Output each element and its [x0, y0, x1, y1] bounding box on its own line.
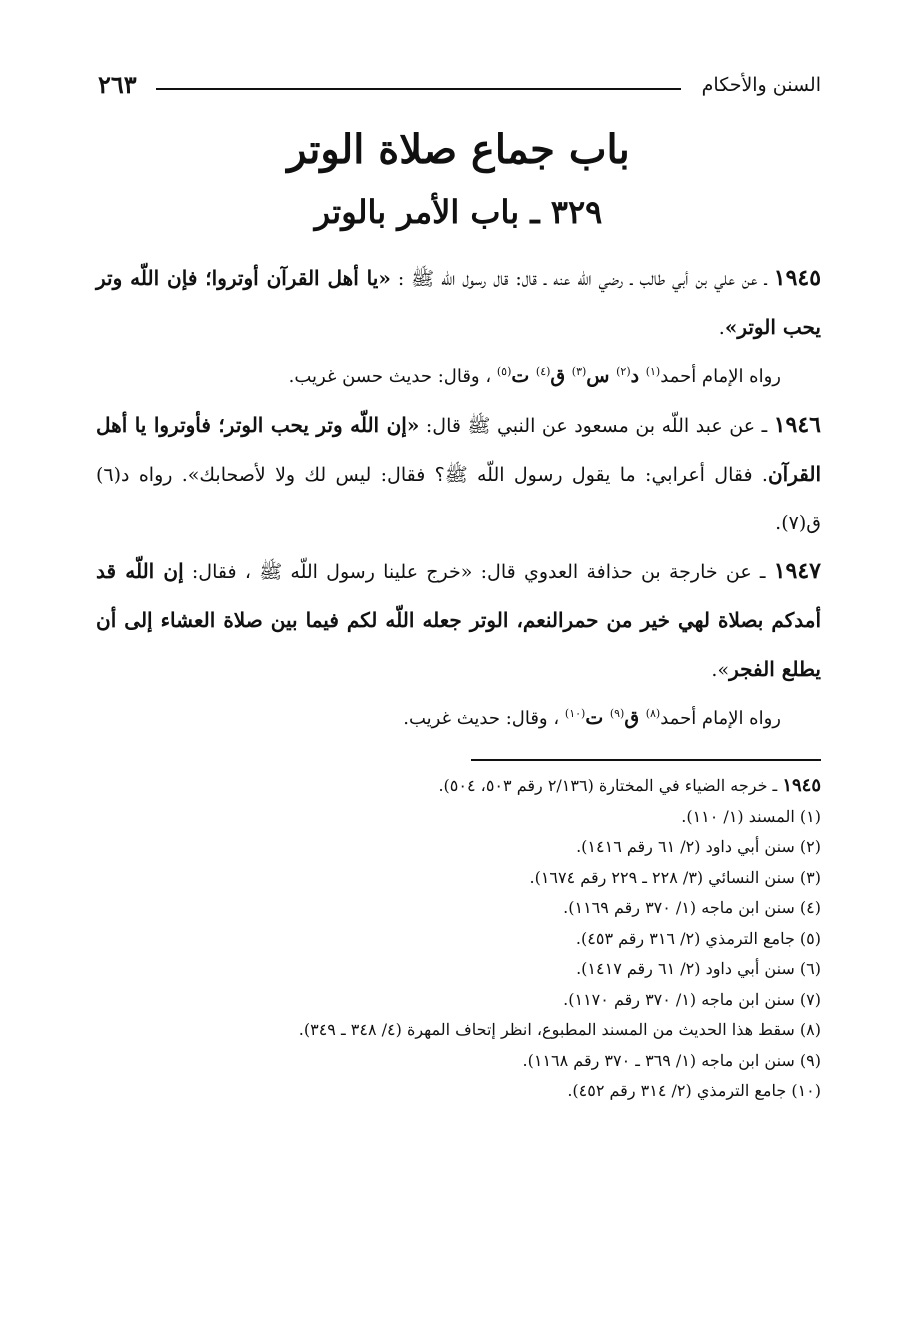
rawah-text: رواه الإمام أحمد [660, 366, 781, 387]
footnote-item [96, 924, 821, 955]
source-symbol: ق [624, 707, 646, 729]
hadith-1945-narration [96, 352, 821, 401]
footnote-ref: (٤) [535, 365, 551, 378]
footnote-ref: (١٠) [564, 707, 586, 720]
chapter-title: ٣٢٩ ـ باب الأمر بالوتر [314, 193, 603, 231]
footnote-ref: (٥) [496, 365, 512, 378]
hadith-1947 [96, 547, 821, 694]
footnote-text: (٧) سنن ابن ماجه (١/ ٣٧٠ رقم ١١٧٠). [563, 989, 821, 1009]
footnote-text: (٩) سنن ابن ماجه (١/ ٣٦٩ ـ ٣٧٠ رقم ١١٦٨). [522, 1050, 821, 1070]
footnote-item [96, 893, 821, 924]
book-title: باب جماع صلاة الوتر [287, 126, 630, 173]
footnote-item [96, 1076, 821, 1107]
footnote-item [96, 954, 821, 985]
source-symbol: ت [511, 365, 536, 387]
footnote-ref: (١) [645, 365, 661, 378]
footnote-item [96, 832, 821, 863]
footnotes [96, 771, 821, 1107]
hadith-text: ـ عن عبد اللّه بن مسعود عن النبي ﷺ قال: [419, 415, 768, 437]
source-symbol: ت [585, 707, 610, 729]
running-title: السنن والأحكام [701, 74, 821, 96]
hadith-text: ـ عن خارجة بن حذافة العدوي قال: «خرج علينا رسول اللّه ﷺ ، فقال: [183, 561, 766, 583]
hadith-number: ١٩٤٧ [773, 558, 821, 584]
footnote-item [96, 771, 821, 802]
footnote-separator [471, 759, 821, 761]
footnote-text: (٤) سنن ابن ماجه (١/ ٣٧٠ رقم ١١٦٩). [563, 898, 821, 917]
footnote-ref: (٢) [616, 365, 631, 378]
hadith-1947-narration [96, 694, 821, 743]
page-header [96, 70, 821, 110]
hadith-quote: إن اللّه قد أمدكم بصلاة لهي خير من حمرالنعم، الوتر جعله اللّه لكم فيما بين صلاة العشاء إلى أن يطلع الفجر [96, 559, 821, 681]
hadith-text-end: ». [711, 659, 730, 681]
hadith-1945 [96, 254, 821, 352]
footnote-item [96, 1046, 821, 1077]
page-number: ٢٦٣ [98, 70, 137, 99]
rawah-text: رواه الإمام أحمد [660, 708, 781, 729]
hadith-quote: «يا أهل القرآن أوتروا؛ فإن اللّه وتر يحب الوتر» [96, 266, 821, 339]
rawah-grading: ، وقال: حديث غريب. [403, 708, 565, 729]
footnote-item [96, 1015, 821, 1046]
hadith-text-end: . فقال أعرابي: ما يقول رسول اللّه ﷺ؟ فقال: ليس لك ولا لأصحابك». رواه د(٦) ق(٧). [96, 464, 821, 534]
source-symbol: ق [550, 365, 572, 387]
hadith-text: ـ عن علي بن أبي طالب ـ رضي اللّه عنه ـ قال: قال رسول اللّه ﷺ : [397, 268, 767, 290]
rawah-grading: ، وقال: حديث حسن غريب. [288, 366, 497, 387]
footnote-text: (٥) جامع الترمذي (٢/ ٣١٦ رقم ٤٥٣). [575, 928, 821, 948]
hadith-number: ١٩٤٥ [773, 265, 822, 291]
footnote-ref: (٩) [609, 707, 625, 720]
footnote-text: (٣) سنن النسائي (٣/ ٢٢٨ ـ ٢٢٩ رقم ١٦٧٤). [529, 867, 821, 887]
footnote-ref: (٣) [571, 365, 587, 378]
footnote-item [96, 985, 821, 1016]
footnote-text: (٨) سقط هذا الحديث من المسند المطبوع، انظر إتحاف المهرة (٤/ ٣٤٨ ـ ٣٤٩). [298, 1020, 821, 1039]
hadith-1946 [96, 401, 821, 547]
hadith-text-end: . [718, 317, 725, 339]
hadith-number: ١٩٤٦ [773, 412, 821, 438]
footnote-text: (٢) سنن أبي داود (٢/ ٦١ رقم ١٤١٦). [576, 837, 821, 856]
hadith-quote: «إن اللّه وتر يحب الوتر؛ فأوتروا يا أهل القرآن [96, 413, 821, 486]
footnote-ref: (٨) [645, 707, 661, 720]
footnote-text: (١٠) جامع الترمذي (٢/ ٣١٤ رقم ٤٥٢). [567, 1081, 821, 1100]
footnote-text: ـ خرجه الضياء في المختارة (٢/١٣٦ رقم ٥٠٣، ٥٠٤). [438, 776, 783, 795]
source-symbol: د [630, 365, 646, 387]
header-rule [156, 88, 681, 90]
footnote-text: (٦) سنن أبي داود (٢/ ٦١ رقم ١٤١٧). [576, 959, 821, 978]
footnote-item [96, 863, 821, 894]
footnote-text: (١) المسند (١/ ١١٠). [681, 806, 821, 826]
source-symbol: س [586, 365, 617, 387]
footnote-hadith-number: ١٩٤٥ [782, 775, 821, 796]
footnote-item [96, 802, 821, 833]
